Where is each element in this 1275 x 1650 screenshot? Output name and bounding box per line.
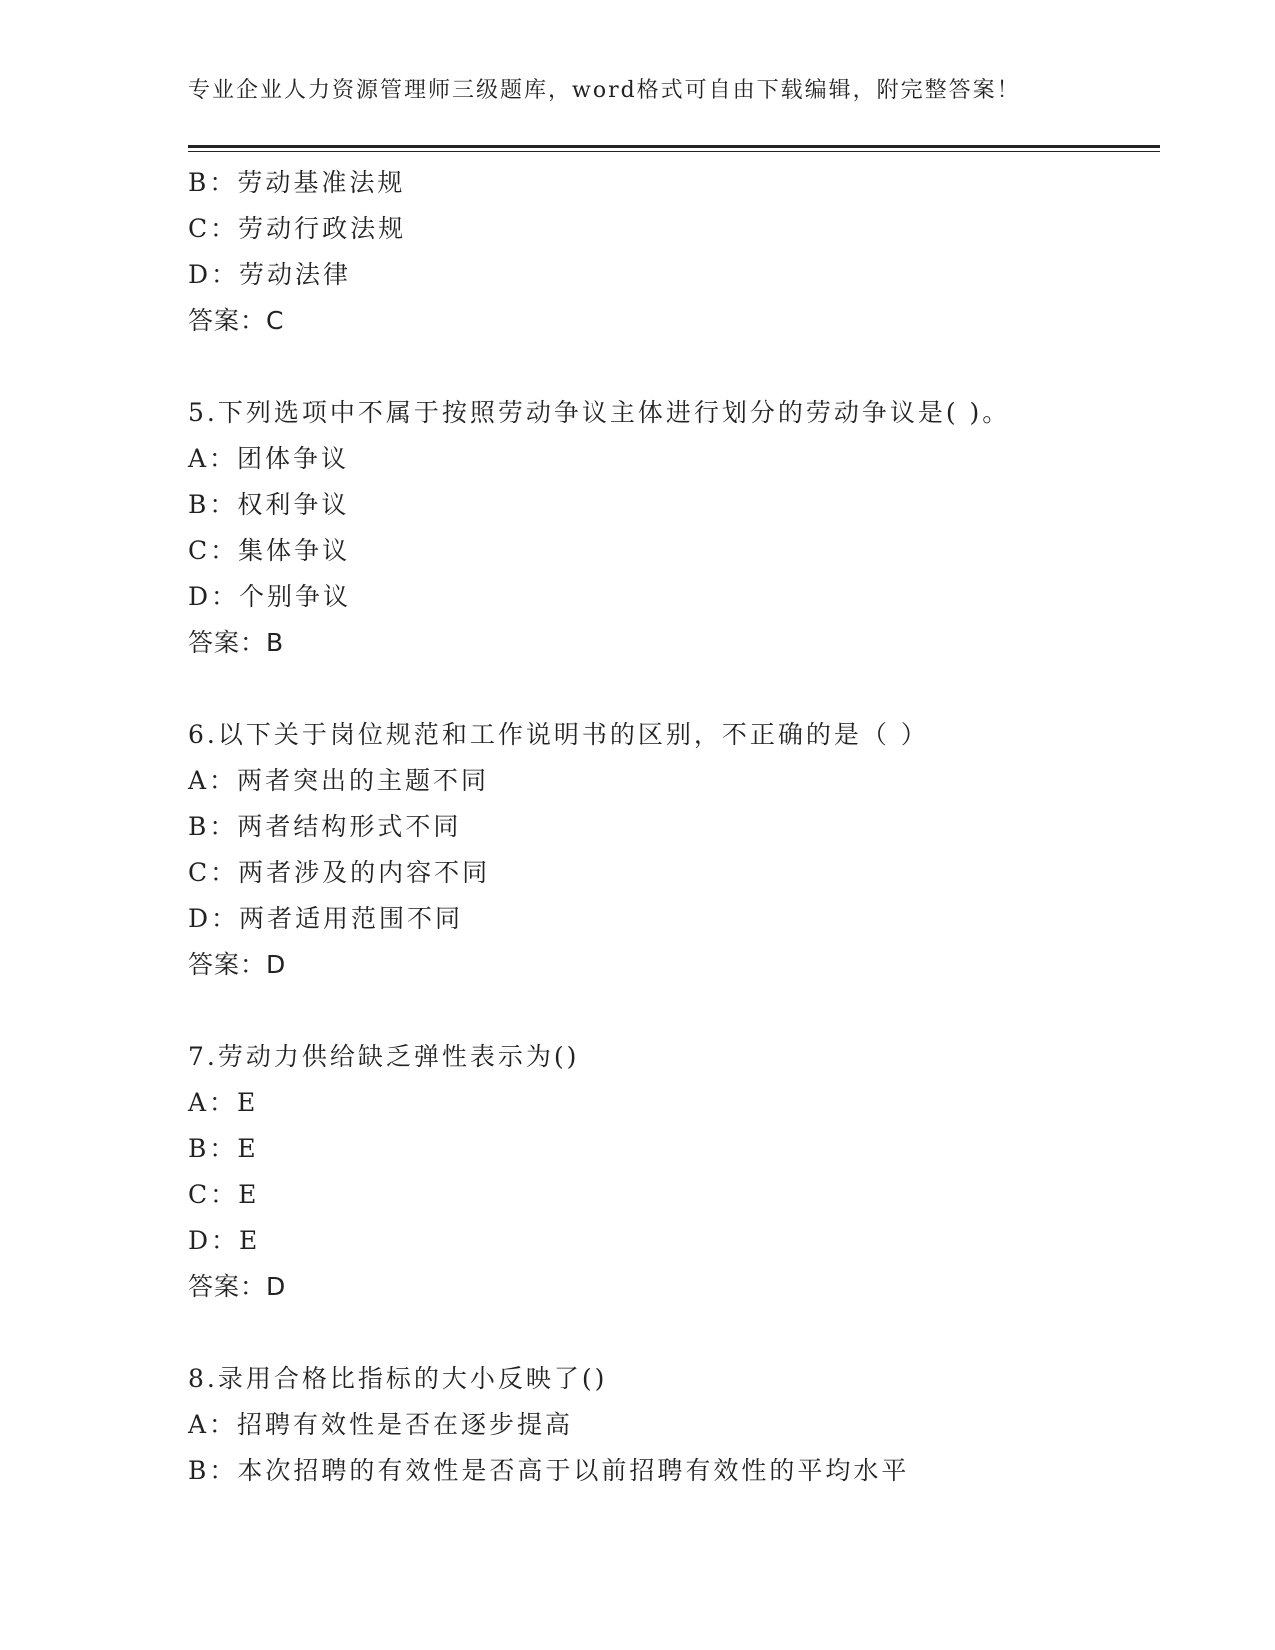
option-b: B：本次招聘的有效性是否高于以前招聘有效性的平均水平 (188, 1456, 910, 1485)
option-c: C：集体争议 (188, 536, 351, 565)
option-b: B：权利争议 (188, 490, 350, 519)
option-a: A：两者突出的主题不同 (188, 766, 490, 795)
option-d: D：两者适用范围不同 (188, 904, 464, 933)
option-b: B：两者结构形式不同 (188, 812, 462, 841)
question-list (188, 160, 1168, 1494)
header-rule-thin (188, 151, 1160, 152)
option-c: C：E (188, 1180, 260, 1209)
option-a: A：团体争议 (188, 444, 350, 473)
question-4-tail (188, 160, 1168, 344)
option-d: D：个别争议 (188, 582, 352, 611)
question-6 (188, 712, 1168, 988)
question-5 (188, 390, 1168, 666)
header-rule-thick (188, 145, 1160, 148)
option-a: A：E (188, 1088, 259, 1117)
option-d: D：E (188, 1226, 261, 1255)
page-header-title: 专业企业人力资源管理师三级题库，word格式可自由下载编辑，附完整答案！ (188, 78, 1021, 103)
option-c: C：劳动行政法规 (188, 214, 407, 243)
answer-line: 答案：D (188, 950, 287, 979)
question-7 (188, 1034, 1168, 1310)
question-8 (188, 1356, 1168, 1494)
question-stem: 7.劳动力供给缺乏弹性表示为() (188, 1042, 580, 1071)
question-stem: 5.下列选项中不属于按照劳动争议主体进行划分的劳动争议是( )。 (188, 398, 1011, 427)
option-a: A：招聘有效性是否在逐步提高 (188, 1410, 574, 1439)
question-stem: 6.以下关于岗位规范和工作说明书的区别，不正确的是（ ） (188, 720, 929, 749)
answer-line: 答案：C (188, 306, 285, 335)
option-b: B：E (188, 1134, 259, 1163)
question-stem: 8.录用合格比指标的大小反映了() (188, 1364, 608, 1393)
option-d: D：劳动法律 (188, 260, 352, 289)
answer-line: 答案：D (188, 1272, 287, 1301)
option-b: B：劳动基准法规 (188, 168, 406, 197)
option-c: C：两者涉及的内容不同 (188, 858, 491, 887)
answer-line: 答案：B (188, 628, 285, 657)
